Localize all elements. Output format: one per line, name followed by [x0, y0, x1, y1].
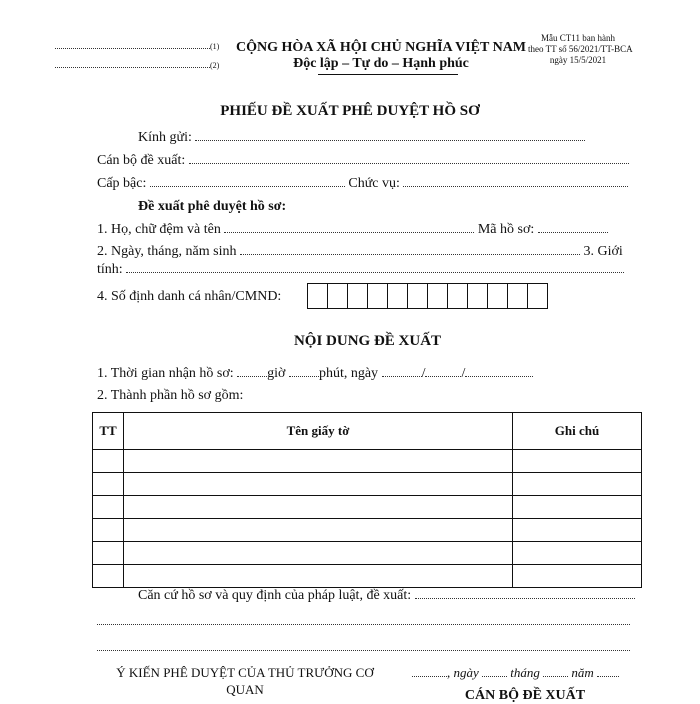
- ngay-sinh-field[interactable]: [240, 244, 580, 255]
- id-digit-box[interactable]: [447, 283, 468, 309]
- phut-field[interactable]: [289, 366, 319, 377]
- nam-field[interactable]: [465, 366, 533, 377]
- form-code-line-2: theo TT số 56/2021/TT-BCA: [528, 44, 633, 54]
- id-digit-box[interactable]: [387, 283, 408, 309]
- phut-ngay-label: phút, ngày: [318, 366, 379, 381]
- country-name: CỘNG HÒA XÃ HỘI CHỦ NGHĨA VIỆT NAM: [236, 40, 527, 55]
- id-number-boxes: [308, 283, 548, 309]
- table-cell[interactable]: [124, 565, 513, 588]
- table-cell[interactable]: [93, 542, 124, 565]
- table-row: [93, 519, 642, 542]
- thoi-gian-row: [97, 366, 533, 382]
- id-digit-box[interactable]: [427, 283, 448, 309]
- table-cell[interactable]: [513, 519, 642, 542]
- thang-field[interactable]: [425, 366, 461, 377]
- table-cell[interactable]: [93, 450, 124, 473]
- ngay-sinh-row: [97, 244, 623, 260]
- id-digit-box[interactable]: [507, 283, 528, 309]
- table-cell[interactable]: [93, 496, 124, 519]
- table-row: [93, 450, 642, 473]
- date-year-field[interactable]: [597, 666, 619, 677]
- agency-dots-1[interactable]: [55, 42, 210, 49]
- agency-marker-1: (1): [210, 42, 220, 51]
- date-line: [412, 665, 619, 681]
- table-row: [93, 496, 642, 519]
- date-day-field[interactable]: [482, 666, 507, 677]
- ma-ho-so-label: Mã hồ sơ:: [477, 222, 535, 237]
- cap-bac-field[interactable]: [150, 176, 345, 187]
- kinh-gui-row: [138, 130, 585, 146]
- table-cell[interactable]: [93, 473, 124, 496]
- ngay-field[interactable]: [382, 366, 422, 377]
- gioi-tinh-row: [97, 262, 624, 278]
- col-ghi-chu-header: Ghi chú: [513, 413, 642, 450]
- so-dinh-danh-label: 4. Số định danh cá nhân/CMND:: [97, 289, 282, 304]
- can-cu-field[interactable]: [415, 588, 635, 599]
- table-cell[interactable]: [513, 496, 642, 519]
- table-cell[interactable]: [124, 542, 513, 565]
- id-digit-box[interactable]: [467, 283, 488, 309]
- table-cell[interactable]: [513, 450, 642, 473]
- cap-bac-label: Cấp bậc:: [97, 176, 147, 191]
- form-code: [528, 33, 633, 66]
- slash-2: /: [461, 366, 466, 381]
- approval-heading-line-2: QUAN: [226, 682, 264, 697]
- gioi-tinh-cont: tính:: [97, 262, 123, 277]
- date-month-field[interactable]: [543, 666, 568, 677]
- id-digit-box[interactable]: [527, 283, 548, 309]
- id-digit-box[interactable]: [327, 283, 348, 309]
- table-cell[interactable]: [124, 496, 513, 519]
- form-code-line-1: Mẫu CT11 ban hành: [541, 33, 615, 43]
- de-xuat-heading: Đề xuất phê duyệt hồ sơ:: [138, 199, 287, 214]
- id-digit-box[interactable]: [487, 283, 508, 309]
- chuc-vu-label: Chức vụ:: [348, 176, 400, 191]
- form-code-line-3: ngày 15/5/2021: [549, 55, 607, 65]
- table-row: [93, 473, 642, 496]
- date-nam-label: năm: [571, 665, 594, 680]
- col-ten-giay-to-header: Tên giấy tờ: [124, 413, 513, 450]
- motto: Độc lập – Tự do – Hạnh phúc: [293, 56, 469, 71]
- documents-table: [92, 412, 642, 588]
- section-title-noi-dung: NỘI DUNG ĐỀ XUẤT: [293, 333, 442, 349]
- kinh-gui-field[interactable]: [195, 130, 585, 141]
- table-row: [93, 565, 642, 588]
- slash-1: /: [421, 366, 426, 381]
- form-title: PHIẾU ĐỀ XUẤT PHÊ DUYỆT HỒ SƠ: [220, 103, 480, 119]
- proposal-line-2[interactable]: [97, 650, 630, 651]
- cap-bac-row: [97, 176, 628, 192]
- proposer-signature-heading: CÁN BỘ ĐỀ XUẤT: [464, 688, 586, 703]
- proposal-line-1[interactable]: [97, 624, 630, 625]
- gioi-tinh-field[interactable]: [126, 262, 624, 273]
- id-digit-box[interactable]: [407, 283, 428, 309]
- approval-heading: [100, 664, 390, 698]
- gio-field[interactable]: [237, 366, 267, 377]
- can-cu-row: [138, 588, 635, 604]
- agency-dots-2[interactable]: [55, 61, 210, 68]
- can-bo-field[interactable]: [189, 153, 629, 164]
- table-cell[interactable]: [124, 473, 513, 496]
- ho-ten-row: [97, 222, 608, 238]
- ho-ten-field[interactable]: [224, 222, 474, 233]
- id-digit-box[interactable]: [367, 283, 388, 309]
- gio-label: giờ: [267, 366, 286, 381]
- date-thang-label: tháng: [510, 665, 540, 680]
- ngay-sinh-label: 2. Ngày, tháng, năm sinh: [97, 244, 237, 259]
- date-ngay-label: , ngày: [447, 665, 479, 680]
- ma-ho-so-field[interactable]: [538, 222, 608, 233]
- kinh-gui-label: Kính gửi:: [138, 130, 192, 145]
- table-cell[interactable]: [513, 542, 642, 565]
- table-row: [93, 542, 642, 565]
- table-cell[interactable]: [93, 519, 124, 542]
- thanh-phan-label: 2. Thành phần hồ sơ gồm:: [97, 388, 244, 403]
- thoi-gian-label: 1. Thời gian nhận hồ sơ:: [97, 366, 234, 381]
- table-cell[interactable]: [513, 565, 642, 588]
- col-tt-header: TT: [93, 413, 124, 450]
- agency-marker-2: (2): [210, 61, 220, 70]
- id-digit-box[interactable]: [307, 283, 328, 309]
- agency-line-2: [55, 61, 219, 70]
- can-bo-row: [97, 153, 629, 169]
- gioi-tinh-label: 3. Giới: [583, 244, 623, 259]
- id-digit-box[interactable]: [347, 283, 368, 309]
- place-field[interactable]: [412, 666, 447, 677]
- table-cell[interactable]: [124, 519, 513, 542]
- can-cu-label: Căn cứ hồ sơ và quy định của pháp luật, đề xuất:: [138, 588, 412, 603]
- agency-line-1: [55, 42, 219, 51]
- table-header-row: [93, 413, 642, 450]
- ho-ten-label: 1. Họ, chữ đệm và tên: [97, 222, 221, 237]
- approval-heading-line-1: Ý KIẾN PHÊ DUYỆT CỦA THỦ TRƯỞNG CƠ: [116, 665, 374, 680]
- chuc-vu-field[interactable]: [403, 176, 628, 187]
- motto-underline: [318, 74, 458, 75]
- table-cell[interactable]: [124, 450, 513, 473]
- can-bo-label: Cán bộ đề xuất:: [97, 153, 186, 168]
- table-cell[interactable]: [513, 473, 642, 496]
- table-cell[interactable]: [93, 565, 124, 588]
